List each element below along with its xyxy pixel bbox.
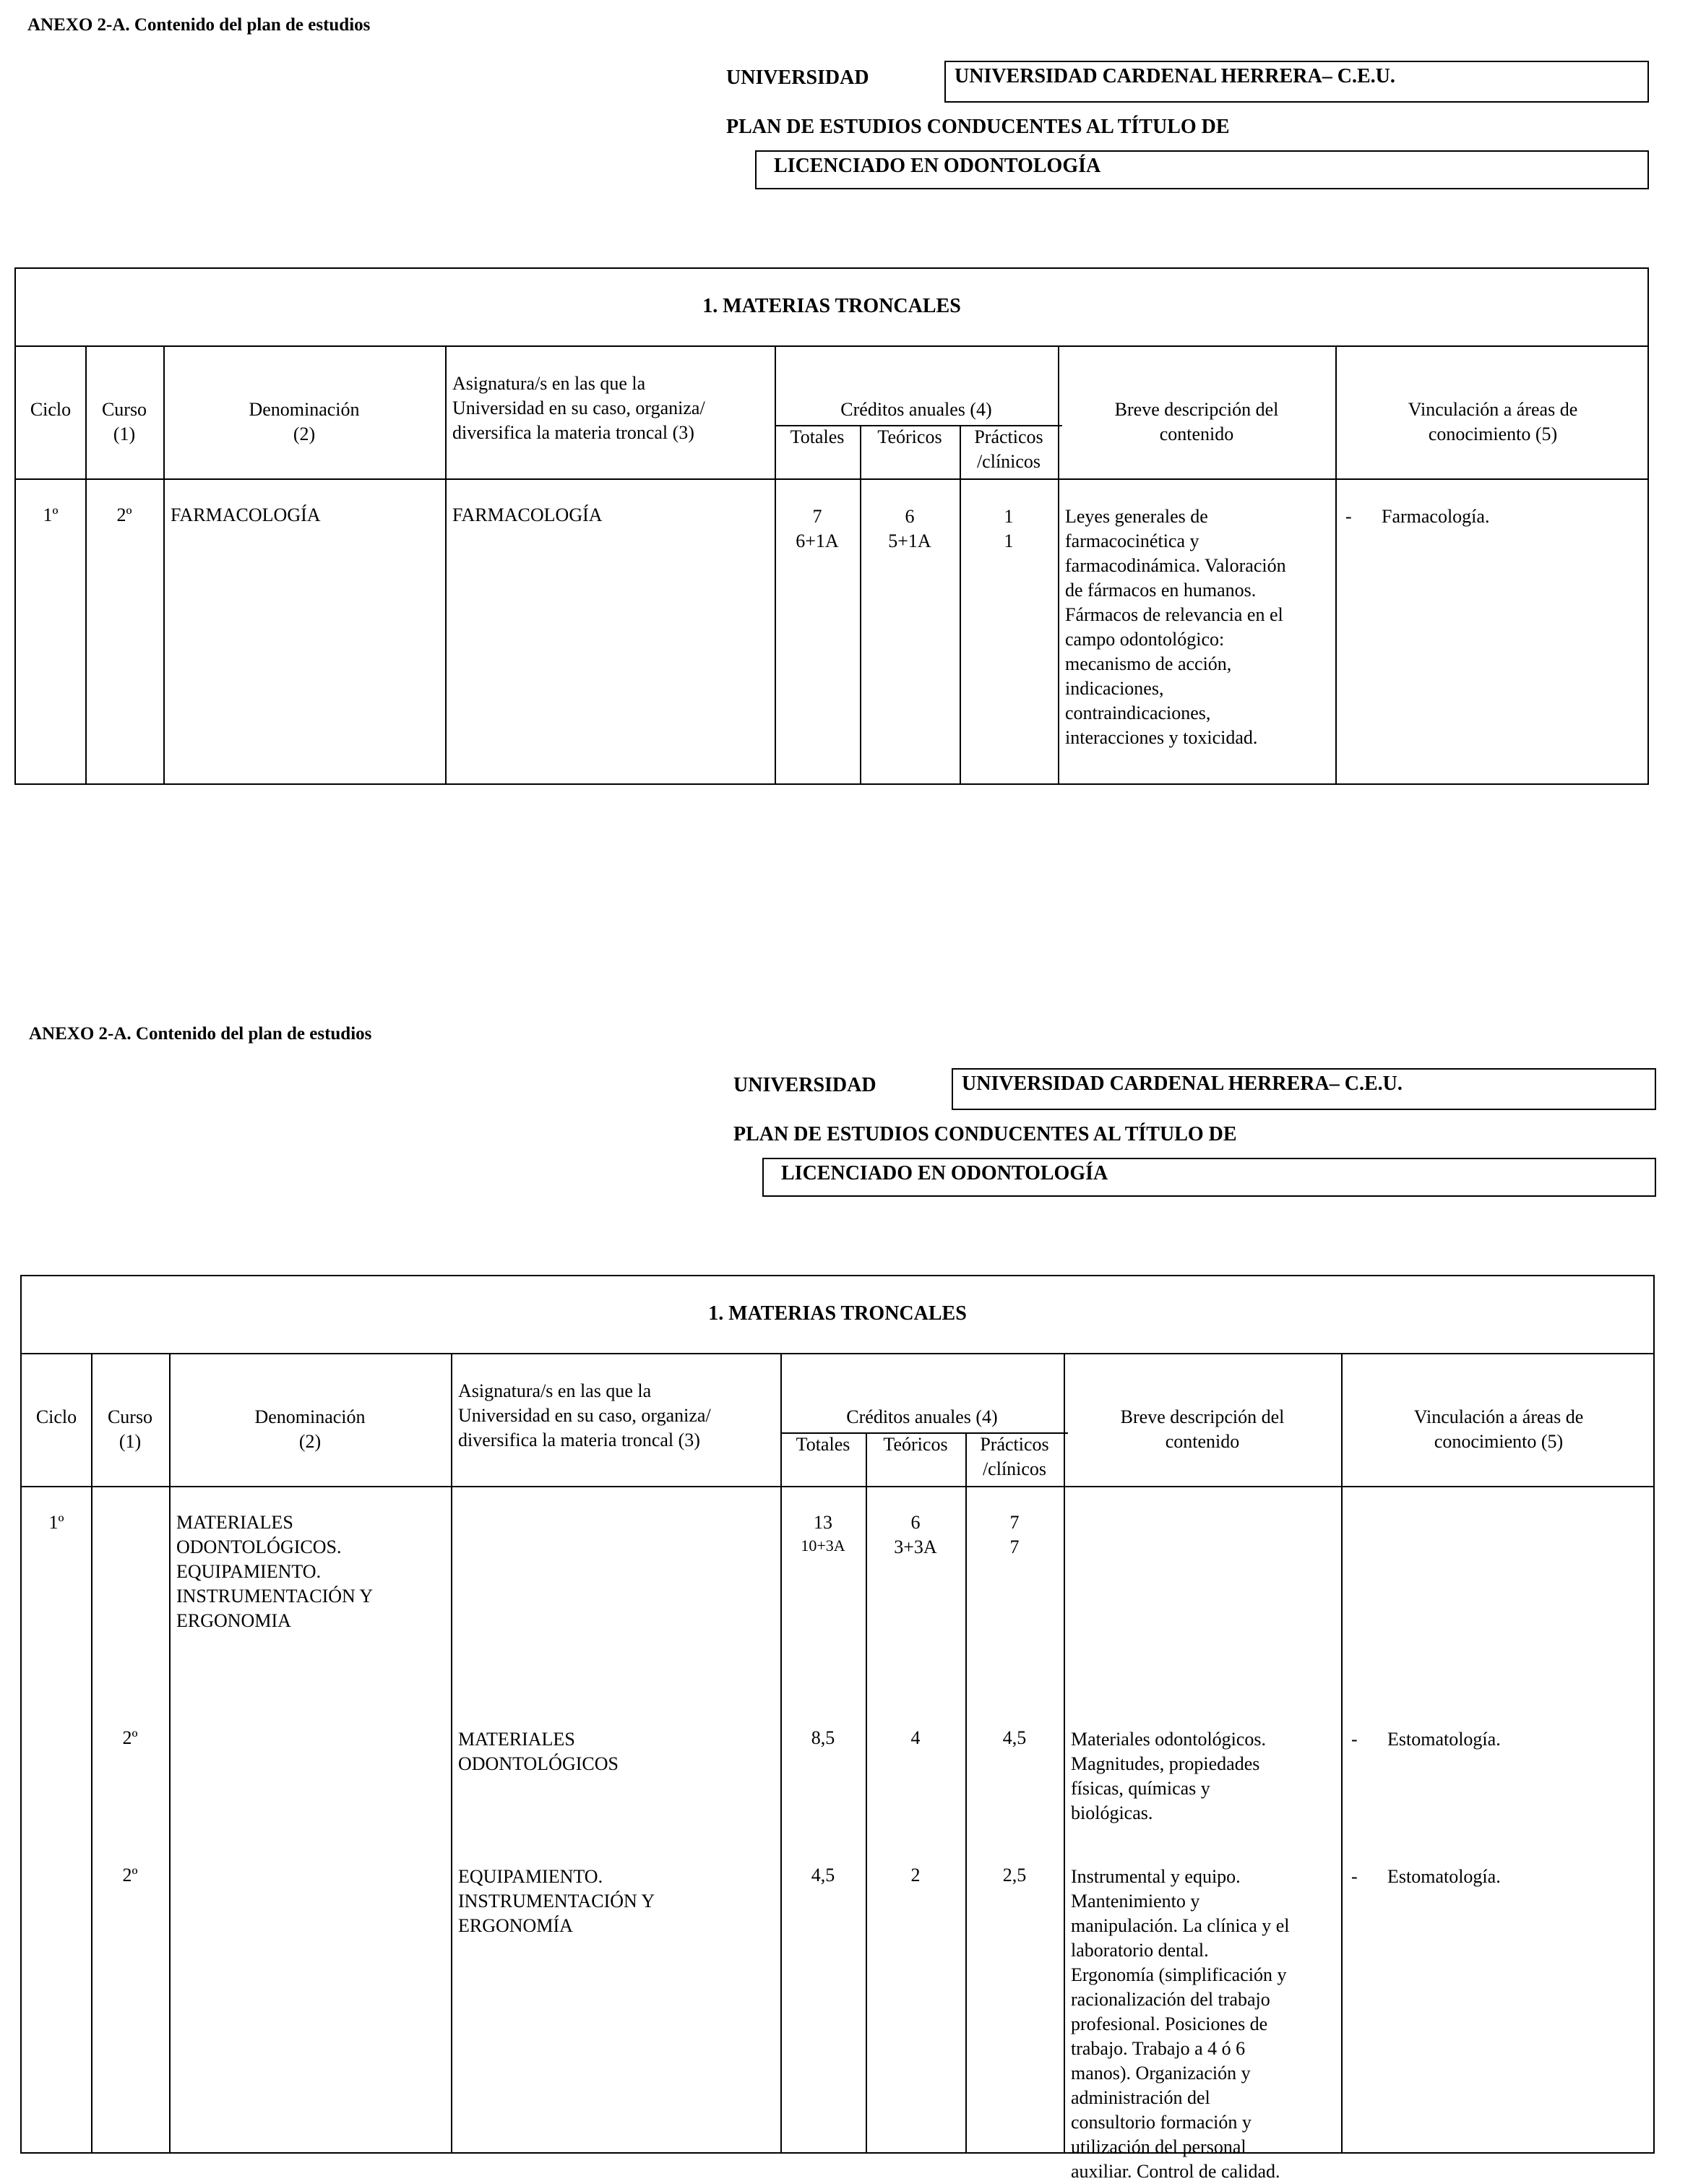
materias-table [20,1275,1655,2182]
header-asignatura [452,371,775,445]
header-denominacion-label: Denominación [249,399,360,420]
universidad-value-box: UNIVERSIDAD CARDENAL HERRERA– C.E.U. [952,1068,1656,1110]
row-descripcion-line: racionalización del trabajo [1071,1989,1270,2010]
row-teoricos-line: 6 [910,1512,921,1533]
header-creditos: Créditos anuales (4) [840,399,992,420]
row-descripcion [1065,504,1335,750]
header-asignatura-line: Asignatura/s en las que la [458,1380,652,1401]
header-totales: Totales [796,1434,850,1455]
row-teoricos [866,1510,965,1560]
row-practicos [960,504,1058,554]
row-descripcion-line: administración del [1071,2087,1210,2108]
row-practicos-line: 1 [1004,506,1014,527]
table-title: 1. MATERIAS TRONCALES [708,1302,967,1325]
header-teoricos: Teóricos [877,426,942,447]
area-dash: - [1351,1866,1358,1887]
header-vinculacion [1335,397,1650,447]
divider [16,478,1647,480]
row-totales: 8,5 [811,1727,835,1748]
header-ciclo: Ciclo [35,1406,77,1427]
row-descripcion-line: indicaciones, [1065,678,1164,699]
row-asignatura-line: EQUIPAMIENTO. [458,1866,603,1887]
header-creditos: Créditos anuales (4) [846,1406,998,1427]
row-ciclo: 1º [48,1512,64,1533]
divider [1064,1353,1065,2152]
area-dash: - [1351,1729,1358,1750]
header-vinculacion-line: conocimiento (5) [1434,1431,1564,1452]
materias-table [14,267,1649,785]
row-descripcion-line: Fármacos de relevancia en el [1065,604,1283,625]
row-teoricos-line: 3+3A [894,1536,937,1557]
annex-title: ANEXO 2-A. Contenido del plan de estudios [27,15,371,35]
annex-title: ANEXO 2-A. Contenido del plan de estudios [29,1024,372,1044]
header-curso [85,397,163,447]
row-totales [775,504,860,554]
divider [22,1353,1653,1354]
header-breve-line: Breve descripción del [1120,1406,1285,1427]
row-teoricos: 4 [910,1727,921,1748]
row-asignatura-line: ODONTOLÓGICOS [458,1753,619,1774]
header-breve-line: contenido [1165,1431,1240,1452]
row-descripcion-line: Instrumental y equipo. [1071,1866,1241,1887]
row-descripcion-line: manipulación. La clínica y el [1071,1915,1290,1936]
titulo-value-box: LICENCIADO EN ODONTOLOGÍA [762,1158,1656,1197]
row-asignatura [458,1865,780,1938]
row-totales [780,1510,866,1557]
row-teoricos [860,504,960,554]
header-practicos [960,425,1058,474]
row-totales: 4,5 [811,1865,835,1886]
divider [445,345,447,783]
row-curso: 2º [122,1727,138,1748]
header-practicos-line: Prácticos [980,1434,1049,1455]
header-asignatura-line: diversifica la materia troncal (3) [452,422,694,443]
row-descripcion-line: de fármacos en humanos. [1065,580,1257,601]
row-curso: 2º [122,1865,138,1886]
row-asignatura-line: ERGONOMÍA [458,1915,573,1936]
row-ciclo: 1º [43,504,59,525]
header-curso [91,1405,169,1454]
row-descripcion-line: auxiliar. Control de calidad. [1071,2161,1280,2182]
row-practicos-line: 7 [1009,1536,1020,1557]
header-vinculacion [1341,1405,1656,1454]
row-descripcion-line: físicas, químicas y [1071,1778,1210,1799]
row-descripcion-line: utilización del personal [1071,2136,1246,2157]
row-descripcion-line: Ergonomía (simplificación y [1071,1964,1287,1985]
area-dash: - [1345,506,1352,527]
row-area: Estomatología. [1387,1729,1501,1750]
row-totales-line: 7 [812,506,822,527]
header-ciclo: Ciclo [30,399,72,420]
row-descripcion-line: interacciones y toxicidad. [1065,727,1258,748]
header-breve [1058,397,1335,447]
titulo-value-box: LICENCIADO EN ODONTOLOGÍA [755,150,1649,189]
header-breve-line: Breve descripción del [1114,399,1279,420]
header-denominacion [163,397,445,447]
header-vinculacion-line: Vinculación a áreas de [1408,399,1578,420]
header-totales: Totales [790,426,845,447]
row-teoricos-line: 6 [905,506,915,527]
row-descripcion-line: Materiales odontológicos. [1071,1729,1267,1750]
plan-section-2 [0,1009,1693,2182]
row-denominacion-line: ODONTOLÓGICOS. [176,1536,342,1557]
row-asignatura: FARMACOLOGÍA [452,504,603,525]
header-asignatura-line: Asignatura/s en las que la [452,373,646,394]
row-denominacion-line: ERGONOMIA [176,1610,291,1631]
header-breve-line: contenido [1159,424,1234,444]
header-curso-note: (1) [113,424,136,444]
row-descripcion-line: profesional. Posiciones de [1071,2013,1268,2034]
row-descripcion-line: biológicas. [1071,1802,1153,1823]
row-asignatura [458,1727,780,1776]
row-practicos [965,1510,1064,1560]
row-totales-line: 6+1A [796,530,839,551]
header-asignatura-line: Universidad en su caso, organiza/ [452,397,705,418]
row-practicos-line: 1 [1004,530,1014,551]
header-asignatura-line: diversifica la materia troncal (3) [458,1430,700,1450]
divider [22,1486,1653,1487]
row-asignatura-line: MATERIALES [458,1729,575,1750]
header-denominacion-label: Denominación [254,1406,366,1427]
divider [780,1353,782,2152]
header-practicos-line: Prácticos [974,426,1043,447]
plan-label: PLAN DE ESTUDIOS CONDUCENTES AL TÍTULO DE [733,1123,1237,1145]
row-descripcion-line: mecanismo de acción, [1065,653,1232,674]
header-practicos [965,1432,1064,1482]
row-asignatura-line: INSTRUMENTACIÓN Y [458,1891,655,1912]
row-descripcion-line: contraindicaciones, [1065,702,1211,723]
header-vinculacion-line: conocimiento (5) [1428,424,1558,444]
row-descripcion-line: farmacocinética y [1065,530,1199,551]
divider [16,345,1647,347]
divider [860,425,861,783]
row-denominacion-line: INSTRUMENTACIÓN Y [176,1586,374,1607]
divider [1341,1353,1343,2152]
header-practicos-line: /clínicos [982,1458,1047,1479]
universidad-label: UNIVERSIDAD [726,66,869,89]
header-asignatura-line: Universidad en su caso, organiza/ [458,1405,711,1426]
row-descripcion-line: farmacodinámica. Valoración [1065,555,1286,576]
row-practicos: 4,5 [1002,1727,1027,1748]
header-curso-note: (1) [119,1431,142,1452]
row-descripcion-line: Mantenimiento y [1071,1891,1200,1912]
header-breve [1064,1405,1341,1454]
row-practicos-line: 7 [1009,1512,1020,1533]
row-descripcion-line: manos). Organización y [1071,2063,1251,2084]
row-teoricos-line: 5+1A [888,530,931,551]
plan-section-1 [0,0,1693,795]
divider [451,1353,452,2152]
universidad-label: UNIVERSIDAD [733,1074,876,1096]
header-denominacion [169,1405,451,1454]
row-descripcion-line: Magnitudes, propiedades [1071,1753,1260,1774]
row-descripcion-line: laboratorio dental. [1071,1940,1209,1961]
row-descripcion-line: consultorio formación y [1071,2112,1252,2133]
row-denominacion-line: MATERIALES [176,1512,293,1533]
header-asignatura [458,1379,780,1453]
row-denominacion-line: EQUIPAMIENTO. [176,1561,322,1582]
row-area: Farmacología. [1382,506,1490,527]
row-descripcion-line: trabajo. Trabajo a 4 ó 6 [1071,2038,1246,2059]
row-descripcion-line: campo odontológico: [1065,629,1225,650]
plan-label: PLAN DE ESTUDIOS CONDUCENTES AL TÍTULO DE [726,116,1230,138]
row-descripcion [1071,1865,1341,2184]
row-area: Estomatología. [1387,1866,1501,1887]
divider [91,1353,92,2152]
row-descripcion-line: Leyes generales de [1065,506,1208,527]
divider [169,1353,171,2152]
header-curso-label: Curso [107,1406,153,1427]
row-totales-line: 13 [814,1512,832,1533]
row-totales-line: 10+3A [801,1536,845,1555]
table-title: 1. MATERIAS TRONCALES [702,295,961,317]
header-denominacion-note: (2) [293,424,316,444]
header-practicos-line: /clínicos [976,451,1041,472]
row-denominacion [176,1510,451,1633]
header-denominacion-note: (2) [298,1431,322,1452]
row-teoricos: 2 [910,1865,921,1886]
header-teoricos: Teóricos [883,1434,948,1455]
universidad-value-box: UNIVERSIDAD CARDENAL HERRERA– C.E.U. [944,61,1649,103]
row-practicos: 2,5 [1002,1865,1027,1886]
header-curso-label: Curso [101,399,147,420]
row-curso: 2º [116,504,132,525]
header-vinculacion-line: Vinculación a áreas de [1413,1406,1584,1427]
row-descripcion [1071,1727,1341,1826]
divider [960,425,961,783]
row-denominacion: FARMACOLOGÍA [171,504,321,525]
